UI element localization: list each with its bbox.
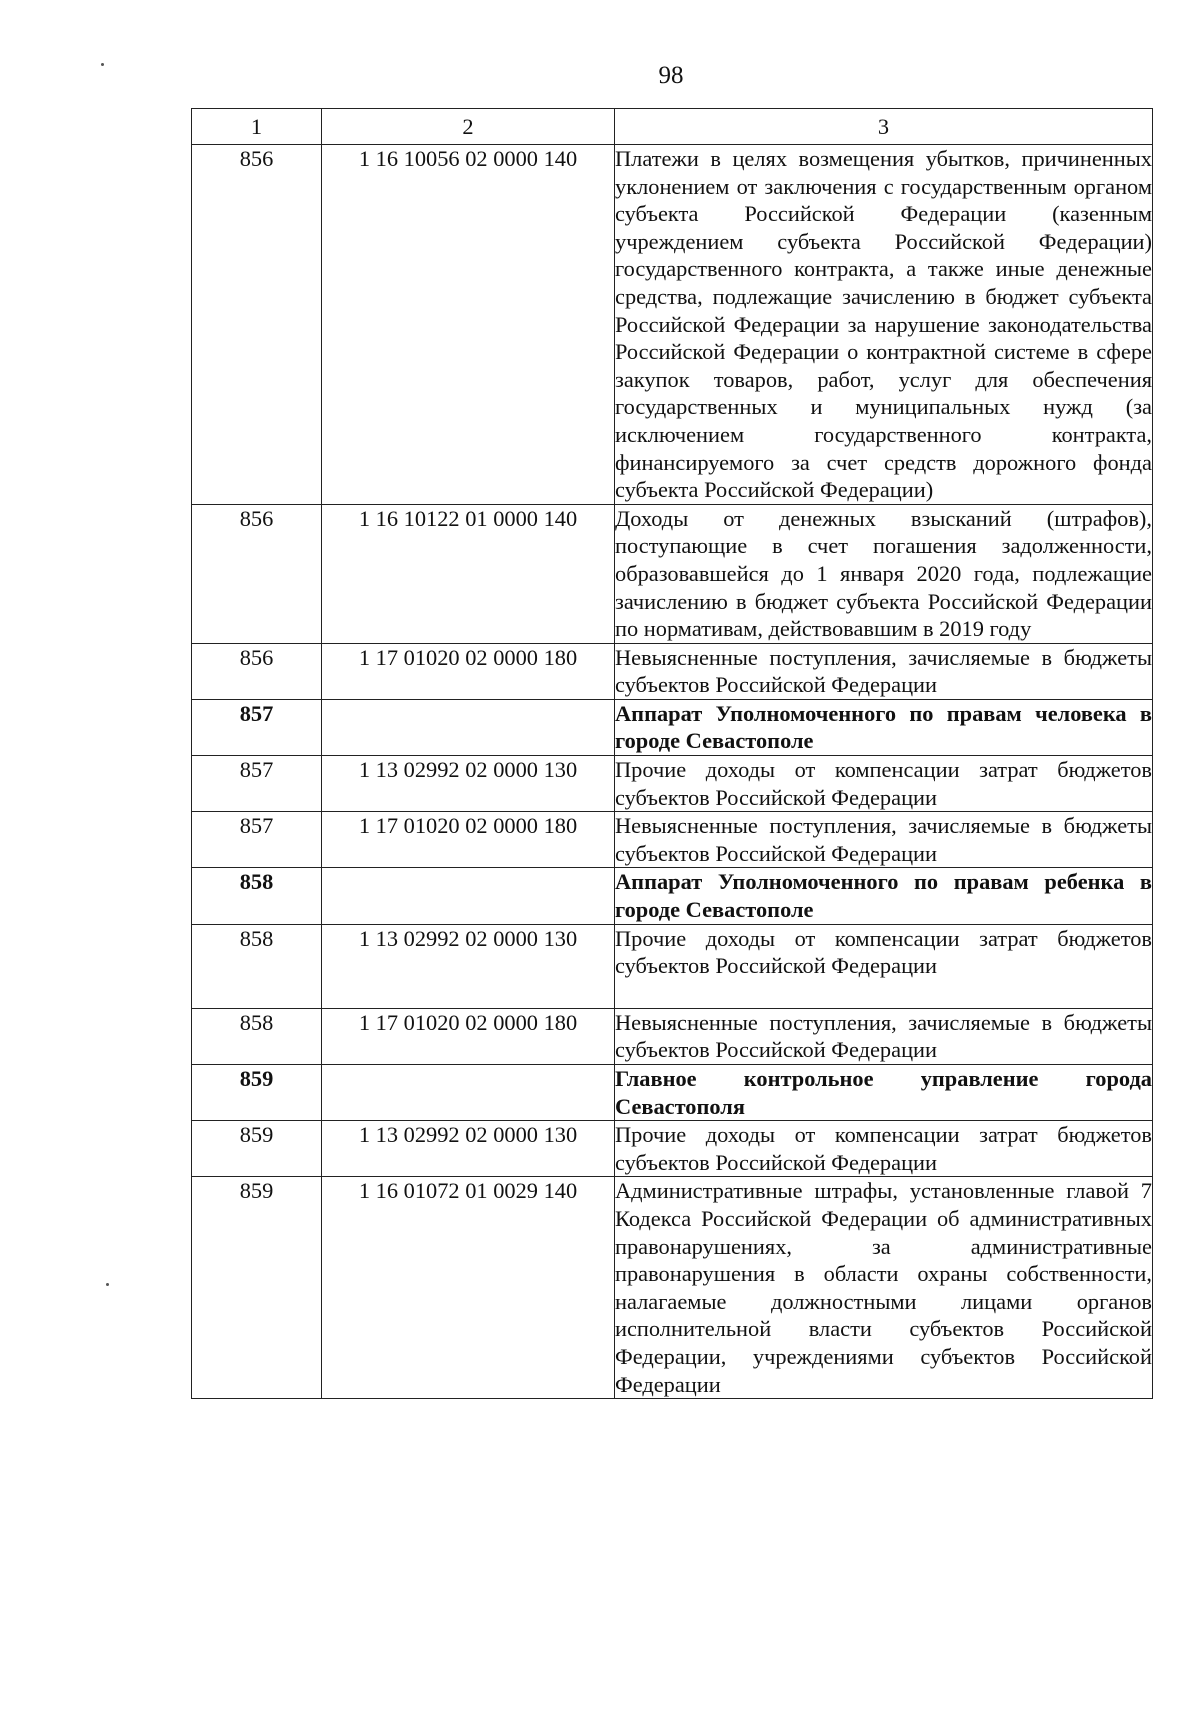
admin-code-cell: 856 xyxy=(192,145,322,505)
table-row xyxy=(192,924,1153,1008)
table-row-organization xyxy=(192,699,1153,755)
budget-code-cell: 1 17 01020 02 0000 180 xyxy=(322,1008,615,1064)
column-header: 2 xyxy=(322,109,615,145)
table-row xyxy=(192,1008,1153,1064)
table-header-row xyxy=(192,109,1153,145)
budget-code-cell: 1 13 02992 02 0000 130 xyxy=(322,924,615,1008)
description-cell: Невыясненные поступления, зачисляемые в бюджеты субъектов Российской Федерации xyxy=(615,1008,1153,1064)
organization-name-cell: Аппарат Уполномоченного по правам человека в городе Севастополе xyxy=(615,699,1153,755)
description-cell: Платежи в целях возмещения убытков, причиненных уклонением от заключения с государственным органом субъекта Российской Федерации (казенным учреждением субъекта Российской Федерации) государственного контракта, а также иные денежные средства, подлежащие зачислению в бюджет субъекта Российской Федерации за нарушение законодательства Российской Федерации о контрактной системе в сфере закупок товаров, работ, услуг для обеспечения государственных и муниципальных нужд (за исключением государственного контракта, финансируемого за счет средств дорожного фонда субъекта Российской Федерации) xyxy=(615,145,1153,505)
table-row-organization xyxy=(192,1065,1153,1121)
admin-code-cell: 857 xyxy=(192,699,322,755)
admin-code-cell: 856 xyxy=(192,643,322,699)
budget-code-cell xyxy=(322,699,615,755)
scan-artifact-dot xyxy=(101,63,104,66)
budget-code-cell: 1 13 02992 02 0000 130 xyxy=(322,756,615,812)
admin-code-cell: 858 xyxy=(192,1008,322,1064)
description-cell: Прочие доходы от компенсации затрат бюджетов субъектов Российской Федерации xyxy=(615,924,1153,1008)
budget-code-cell: 1 13 02992 02 0000 130 xyxy=(322,1121,615,1177)
organization-name-cell: Главное контрольное управление города Севастополя xyxy=(615,1065,1153,1121)
budget-revenue-table xyxy=(191,108,1153,1399)
description-cell: Прочие доходы от компенсации затрат бюджетов субъектов Российской Федерации xyxy=(615,756,1153,812)
page-number: 98 xyxy=(658,62,684,89)
budget-code-cell: 1 17 01020 02 0000 180 xyxy=(322,812,615,868)
table-row xyxy=(192,812,1153,868)
admin-code-cell: 859 xyxy=(192,1121,322,1177)
description-cell: Доходы от денежных взысканий (штрафов), поступающие в счет погашения задолженности, образовавшейся до 1 января 2020 года, подлежащие зачислению в бюджет субъекта Российской Федерации по нормативам, действовавшим в 2019 году xyxy=(615,504,1153,643)
budget-code-cell: 1 17 01020 02 0000 180 xyxy=(322,643,615,699)
table-row xyxy=(192,504,1153,643)
description-cell: Административные штрафы, установленные главой 7 Кодекса Российской Федерации об административных правонарушениях, за административные правонарушения в области охраны собственности, налагаемые должностными лицами органов исполнительной власти субъектов Российской Федерации, учреждениями субъектов Российской Федерации xyxy=(615,1177,1153,1399)
table-row xyxy=(192,1121,1153,1177)
admin-code-cell: 857 xyxy=(192,756,322,812)
description-cell: Прочие доходы от компенсации затрат бюджетов субъектов Российской Федерации xyxy=(615,1121,1153,1177)
table-row-organization xyxy=(192,868,1153,924)
table-row xyxy=(192,756,1153,812)
table-row xyxy=(192,643,1153,699)
table-row xyxy=(192,145,1153,505)
budget-code-cell xyxy=(322,1065,615,1121)
budget-code-cell: 1 16 10122 01 0000 140 xyxy=(322,504,615,643)
admin-code-cell: 858 xyxy=(192,924,322,1008)
organization-name-cell: Аппарат Уполномоченного по правам ребенка в городе Севастополе xyxy=(615,868,1153,924)
admin-code-cell: 858 xyxy=(192,868,322,924)
admin-code-cell: 859 xyxy=(192,1177,322,1399)
admin-code-cell: 857 xyxy=(192,812,322,868)
column-header: 1 xyxy=(192,109,322,145)
admin-code-cell: 859 xyxy=(192,1065,322,1121)
description-cell: Невыясненные поступления, зачисляемые в бюджеты субъектов Российской Федерации xyxy=(615,643,1153,699)
budget-code-cell: 1 16 10056 02 0000 140 xyxy=(322,145,615,505)
admin-code-cell: 856 xyxy=(192,504,322,643)
scan-artifact-dot xyxy=(106,1283,109,1286)
table-row xyxy=(192,1177,1153,1399)
column-header: 3 xyxy=(615,109,1153,145)
description-cell: Невыясненные поступления, зачисляемые в бюджеты субъектов Российской Федерации xyxy=(615,812,1153,868)
budget-code-cell xyxy=(322,868,615,924)
budget-code-cell: 1 16 01072 01 0029 140 xyxy=(322,1177,615,1399)
